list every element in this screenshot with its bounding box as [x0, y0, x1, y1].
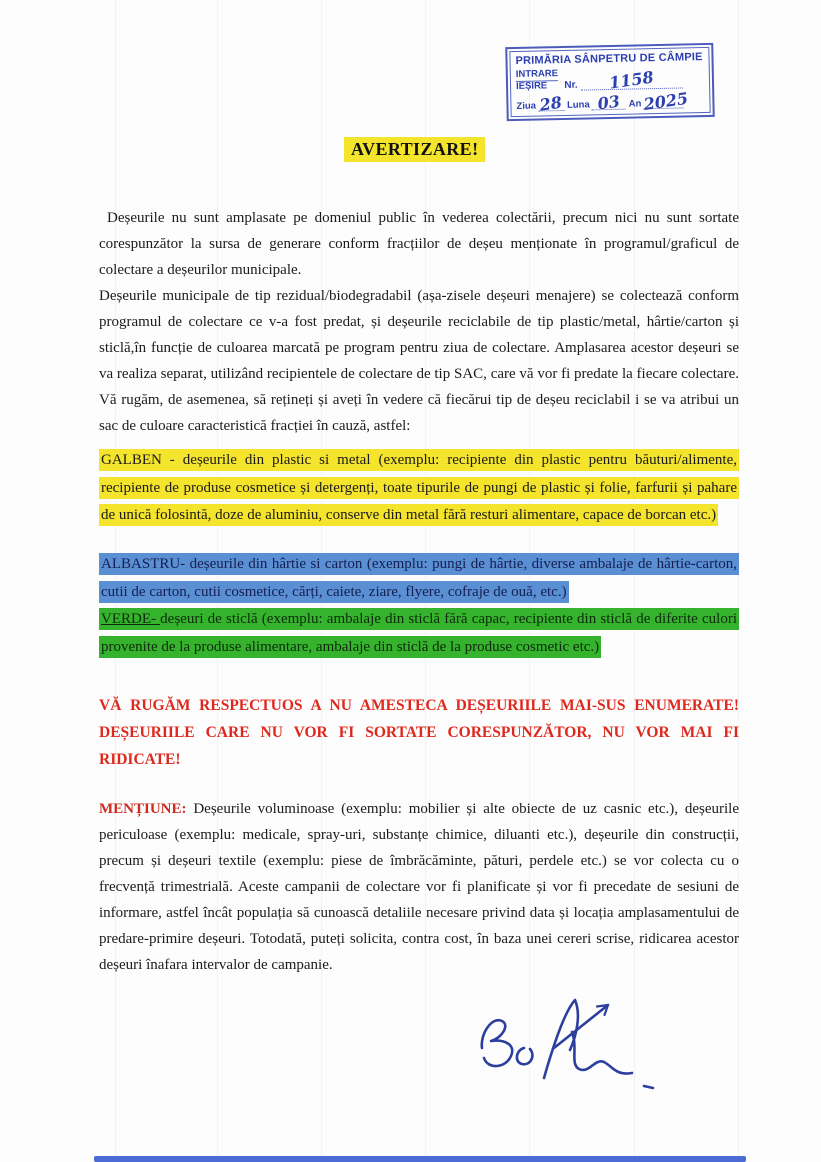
fraction-albastru-label: ALBASTRU-: [101, 556, 190, 572]
stamp-ziua-label: Ziua: [516, 100, 537, 112]
registry-stamp-inner: [509, 47, 710, 117]
mention-paragraph: [99, 796, 739, 978]
stamp-ziua-dotline: [538, 92, 564, 115]
fraction-galben-text: deșeurile din plastic si metal (exemplu: recipiente din plastic pentru băuturi/alimente, recipiente de produse cosmetice și detergenți, toate tipurile de pungi de plastic și folie, farfurii și pahare de unică folosintă, doze de aluminiu, conserve din metal fără resturi alimentare, capace de borcan etc.): [101, 452, 737, 523]
stamp-an-dotline: [642, 88, 690, 114]
mention-label: MENȚIUNE:: [99, 801, 187, 817]
signature-stroke-o: [517, 1048, 533, 1064]
signature-handwritten: [458, 988, 668, 1100]
paragraph-collection-rules: Deșeurile municipale de tip rezidual/biodegradabil (așa-zisele deșeuri menajere) se colectează conform programul de colectare ce v-a fost predat, și deșeurile reciclabile de tip plastic/metal, hârtie/carton și sticlă,în funcție de culoarea marcată pe program pentru ziua de colectare. Amplasarea acestor deșeuri se va realiza separat, utilizând recipientele de colectare de tip SAC, care vă vor fi predate la fiecare colectare. Vă rugăm, de asemenea, să rețineți și aveți în vedere că fiecărui tip de deșeu reciclabil i se va atribui un sac de culoare caracteristică fracției în cauză, astfel:: [99, 288, 739, 434]
fraction-galben-label: GALBEN -: [101, 452, 183, 468]
stamp-date-row: [516, 88, 704, 115]
fraction-verde-text: deșeuri de sticlă (exemplu: ambalaje din sticlă fără capac, recipiente din sticlă de diferite culori provenite de la produse alimentare, ambalaje din sticlă de la produse cosmetic etc.): [101, 611, 737, 655]
fraction-verde-highlight: [99, 608, 739, 658]
registry-stamp: [505, 43, 715, 121]
stamp-iesire-label: IEȘIRE: [515, 80, 548, 92]
fraction-albastru-block: [99, 551, 739, 606]
bottom-blue-strip: [94, 1156, 746, 1162]
fraction-galben-highlight: [99, 449, 739, 526]
mention-text: Deșeurile voluminoase (exemplu: mobilier și alte obiecte de uz casnic etc.), deșeurile periculoase (exemplu: medicale, spray-uri, substanțe chimice, diluanti etc.), deșeurile din construcții, precum și deșeuri textile (exemplu: piese de îmbrăcăminte, pături, perdele etc.) se vor colecta cu o frecvență trimestrială. Aceste campanii de colectare vor fi planificate și vor fi precedate de sesiuni de informare, astfel încât populația să cunoască detaliile necesare privind data și locația amplasamentului de predare-primire deșeuri. Totodată, puteți solicita, contra cost, în baza unei cereri scrise, ridicarea acestor deșeuri înafara intervalor de campanie.: [99, 801, 739, 973]
stamp-intrare-label: INTRARE: [515, 68, 559, 80]
signature-stroke-dash: [644, 1086, 653, 1088]
document-title: AVERTIZARE!: [344, 137, 485, 162]
fraction-albastru-text: deșeurile din hârtie si carton (exemplu: pungi de hârtie, diverse ambalaje de hârtie-carton, cutii de carton, cutii cosmetice, cărți, caiete, ziare, flyere, cofraje de ouă, etc.): [101, 556, 737, 600]
paragraph-intro: Deșeurile nu sunt amplasate pe domeniul public în vederea colectării, precum nici nu sunt sortate corespunzător la sursa de generare conform fracțiilor de deșeu menționate în programul/graficul de colectare a deșeurilor municipale.: [99, 210, 739, 278]
fraction-verde-block: [99, 606, 739, 661]
stamp-org-name: PRIMĂRIA SÂNPETRU DE CÂMPIE: [515, 51, 703, 67]
stamp-nr-label: Nr.: [564, 79, 578, 91]
stamp-number-row: [516, 66, 704, 92]
stamp-nr-dotline: [580, 67, 682, 93]
stamp-an-handwritten: 2025: [642, 88, 690, 114]
stamp-luna-label: Luna: [566, 99, 590, 111]
signature-stroke-b: [482, 1020, 512, 1066]
stamp-ziua-handwritten: 28: [538, 92, 564, 115]
fraction-verde-label: VERDE-: [101, 611, 161, 627]
warning-text: VĂ RUGĂM RESPECTUOS A NU AMESTECA DEȘEURIILE MAI-SUS ENUMERATE! DEȘEURIILE CARE NU VOR FI SORTATE CORESPUNZĂTOR, NU VOR MAI FI RIDICATE!: [99, 696, 739, 768]
fraction-galben-block: [99, 447, 739, 530]
stamp-an-label: An: [628, 98, 642, 110]
stamp-direction-labels: [516, 69, 559, 92]
stamp-luna-handwritten: 03: [596, 91, 622, 114]
fraction-albastru-highlight: [99, 553, 739, 603]
signature-stroke-h: [572, 1032, 632, 1074]
stamp-nr-handwritten: 1158: [608, 67, 656, 93]
stamp-luna-dotline: [592, 91, 626, 114]
